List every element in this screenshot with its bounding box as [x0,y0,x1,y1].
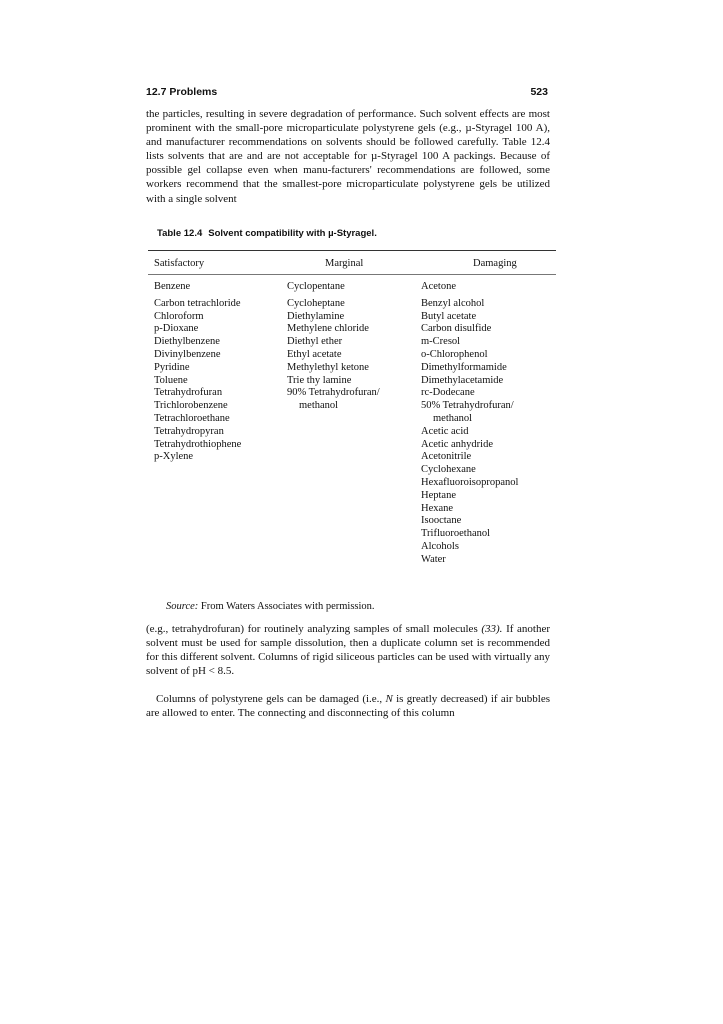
variable-n: N [385,693,393,705]
table-cell: Tetrahydropyran [154,425,224,437]
damaging-column [421,281,518,567]
citation-reference: (33). [481,623,503,635]
table-cell: m-Cresol [421,336,461,348]
table-cell: Acetonitrile [421,451,472,463]
table-cell: Chloroform [154,310,204,322]
table-cell: Benzyl alcohol [421,297,485,309]
table-cell: Pyridine [154,361,190,373]
column-header-damaging: Damaging [473,258,517,269]
table-cell: Trie thy lamine [287,374,352,386]
table-cell: Acetic anhydride [421,438,494,450]
table-cell: Cycloheptane [287,297,345,309]
paragraph-air-bubbles [146,692,550,720]
table-cell: Acetone [421,281,456,292]
table-cell: Divinylbenzene [154,348,221,360]
paragraph-text: Columns of polystyrene gels can be damaged (i.e., [156,693,386,705]
table-cell: Cyclohexane [421,464,476,476]
table-cell: Methylene chloride [287,323,369,335]
table-cell: Acetic acid [421,425,469,437]
satisfactory-column [154,281,241,464]
table-cell: Water [421,553,446,565]
table-cell: 50% Tetrahydrofuran/ [421,400,514,412]
column-header-marginal: Marginal [325,258,364,269]
table-cell: Diethylamine [287,310,345,322]
table-cell: Cyclopentane [287,281,345,292]
table-cell: methanol [433,412,473,424]
source-text: From Waters Associates with permission. [200,601,375,612]
paragraph-text: is greatly decreased) if air bubbles are allowed to enter. The connecting and disconnecting of this column [146,693,550,720]
table-cell: Ethyl acetate [287,348,342,360]
table-cell: p-Dioxane [154,323,199,335]
table-cell: Tetrahydrothiophene [154,438,242,450]
paragraph-intro: the particles, resulting in severe degradation of performance. Such solvent effects are most prominent with the small-pore microparticulate polystyrene gels (e.g., µ-Styragel 100 A), and manufacturer recommendations on solvents should be followed carefully. Table 12.4 lists solvents that are and are not acceptable for µ-Styragel 100 A packings. Because of possible gel collapse even when manu-facturers' recommendations are followed, some workers recommend that the smallest-pore microparticulate polystyrene gels be utilized with a single solvent [146,108,550,205]
source-label: Source: [166,601,199,612]
table-cell: p-Xylene [154,451,194,463]
running-header [146,86,548,102]
marginal-column [287,281,380,413]
section-title: 12.7 Problems [146,86,218,98]
table-cell: rc-Dodecane [421,387,475,399]
table-cell: Dimethylformamide [421,361,507,373]
table-cell: Alcohols [421,540,459,552]
table-title: Solvent compatibility with µ-Styragel. [208,228,377,239]
table-cell: Methylethyl ketone [287,361,369,373]
paragraph-text: If another solvent must be used for sample dissolution, then a duplicate column set is recommended for this different solvent. Columns of rigid siliceous particles can be used with virtually any solvent of pH < 8.5. [146,623,551,678]
table-cell: o-Chlorophenol [421,348,488,360]
table-cell: Trichlorobenzene [154,400,228,412]
paragraph-continuation [146,622,550,678]
column-header-satisfactory: Satisfactory [154,258,205,269]
table-cell: Trifluoroethanol [421,528,491,540]
table-caption [157,228,377,239]
table-cell: 90% Tetrahydrofuran/ [287,387,380,399]
table-cell: Heptane [421,489,456,501]
table-cell: Isooctane [421,515,462,527]
table-cell: Diethylbenzene [154,336,220,348]
table-cell: Hexafluoroisopropanol [421,476,519,488]
table-source-note [166,601,375,612]
page-number: 523 [530,86,548,98]
table-cell: Dimethylacetamide [421,374,504,386]
table-cell: Diethyl ether [287,336,343,348]
table-cell: Carbon disulfide [421,323,492,335]
table-cell: methanol [299,400,339,412]
table-cell: Tetrahydrofuran [154,387,223,399]
table-label: Table 12.4 [157,228,203,239]
table-cell: Toluene [154,374,188,386]
paragraph-text: (e.g., tetrahydrofuran) for routinely analyzing samples of small molecules [146,623,482,635]
table-top-rule [148,250,556,251]
table-cell: Benzene [154,281,191,292]
table-cell: Tetrachloroethane [154,412,230,424]
table-cell: Carbon tetrachloride [154,297,241,309]
table-header-rule [148,274,556,275]
table-cell: Butyl acetate [421,310,477,322]
table-cell: Hexane [421,502,454,514]
